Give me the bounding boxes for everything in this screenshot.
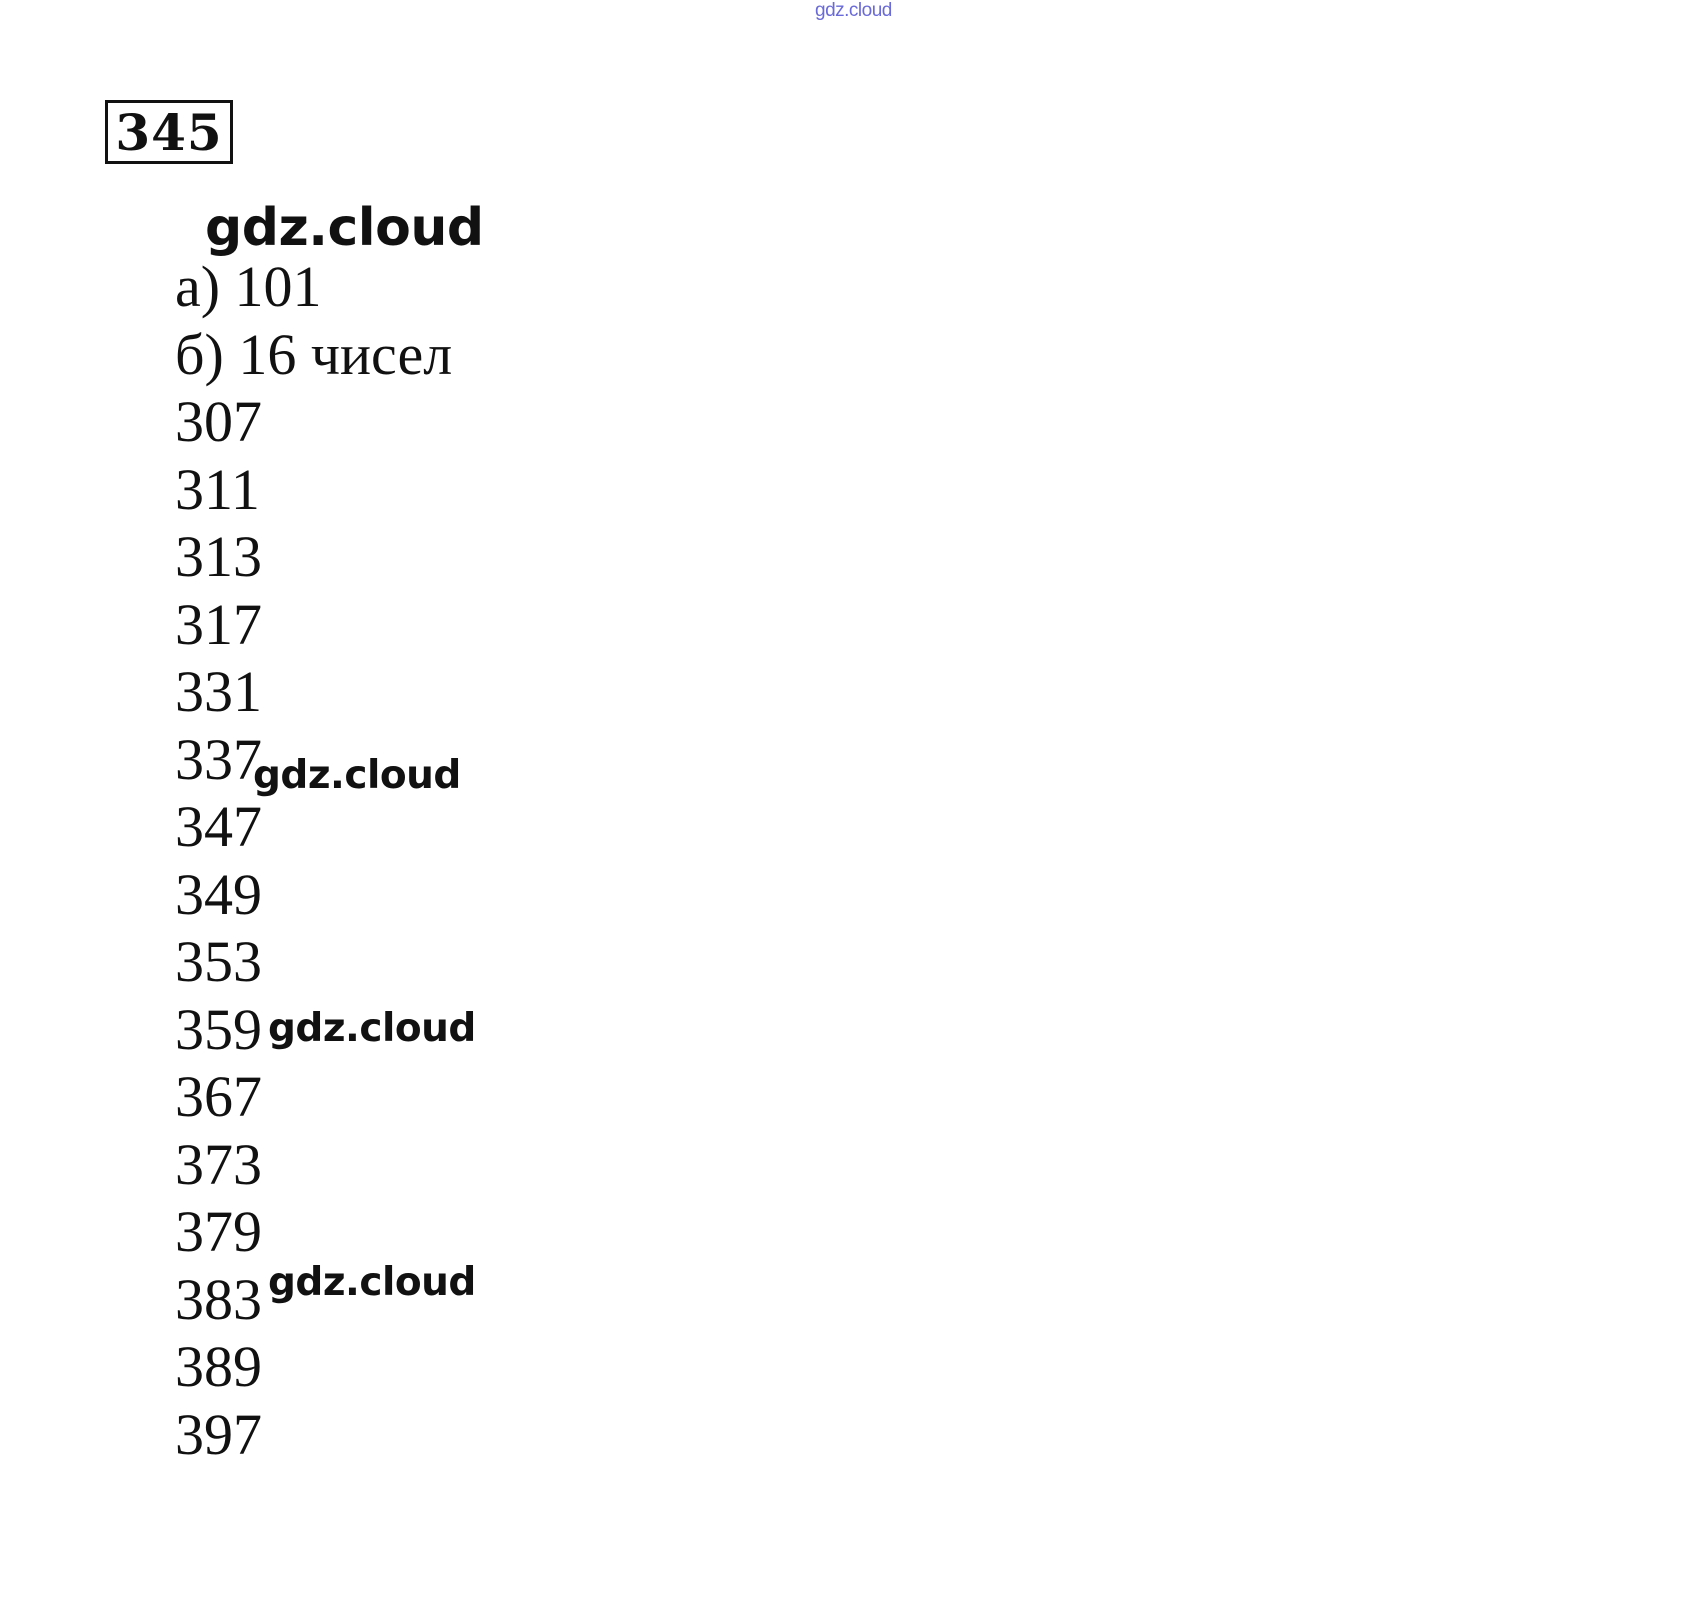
prime-number: 389 xyxy=(175,1334,262,1399)
prime-number: 367 xyxy=(175,1064,262,1129)
watermark-text: gdz.cloud xyxy=(268,1006,476,1051)
top-watermark-text: gdz.cloud xyxy=(815,0,892,21)
prime-number: 307 xyxy=(175,389,262,454)
prime-number: 383 xyxy=(175,1266,262,1332)
prime-number: 311 xyxy=(175,456,260,522)
prime-number: 349 xyxy=(175,861,262,927)
prime-number: 359 xyxy=(175,996,262,1062)
prime-number: 317 xyxy=(175,591,262,657)
task-number-box: 345 xyxy=(105,100,233,164)
prime-number: 353 xyxy=(175,929,262,994)
answer-part-b: б) 16 чисел xyxy=(175,321,453,387)
watermark-text: gdz.cloud xyxy=(268,1260,476,1305)
prime-number: 337 xyxy=(175,726,262,792)
prime-number: 313 xyxy=(175,524,262,589)
prime-number: 347 xyxy=(175,794,262,859)
prime-number: 331 xyxy=(175,659,262,724)
prime-number: 397 xyxy=(175,1401,262,1467)
prime-number: 379 xyxy=(175,1199,262,1264)
answer-part-a: а) 101 xyxy=(175,254,322,319)
prime-number: 373 xyxy=(175,1131,262,1197)
watermark-text: gdz.cloud xyxy=(205,198,484,258)
watermark-text: gdz.cloud xyxy=(253,753,461,798)
